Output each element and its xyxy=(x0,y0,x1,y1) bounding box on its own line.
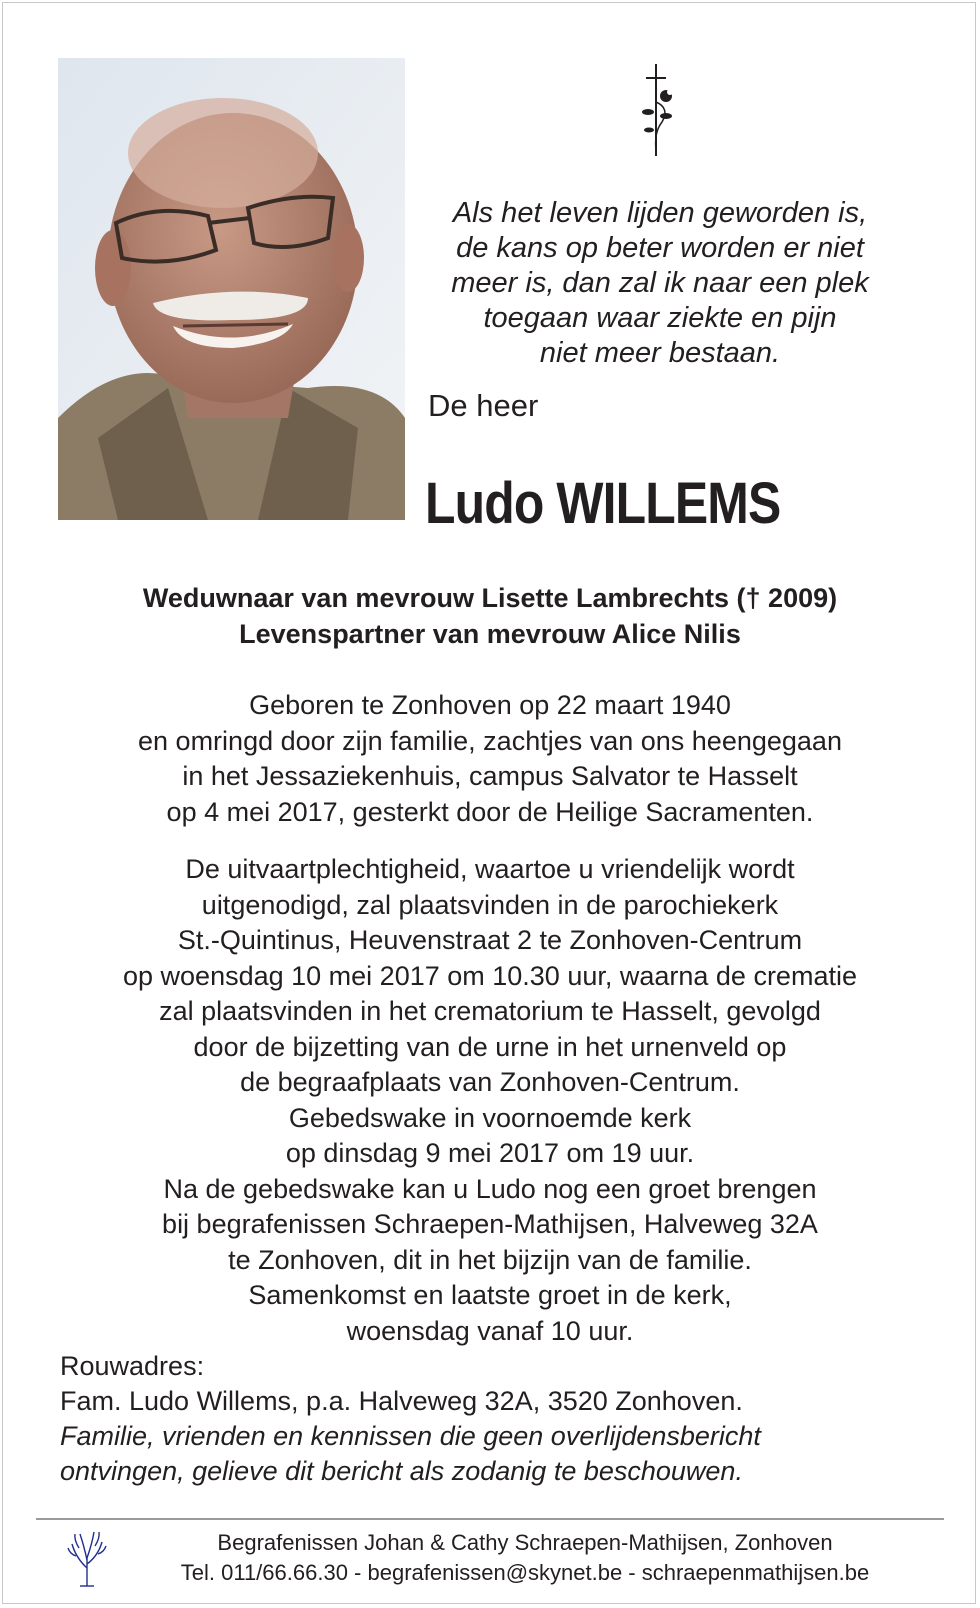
honorific: De heer xyxy=(428,388,539,423)
poem-line: meer is, dan zal ik naar een plek xyxy=(451,267,869,299)
footer-divider xyxy=(36,1518,944,1520)
notice-line: Familie, vrienden en kennissen die geen overlijdensbericht xyxy=(60,1421,761,1451)
text-line: De uitvaartplechtigheid, waartoe u vriendelijk wordt xyxy=(185,854,795,884)
text-line: door de bijzetting van de urne in het urnenveld op xyxy=(193,1031,787,1062)
address-line: Fam. Ludo Willems, p.a. Halveweg 32A, 3520 Zonhoven. xyxy=(60,1386,743,1416)
portrait-photo xyxy=(58,58,405,520)
text-line: bij begrafenissen Schraepen-Mathijsen, Halveweg 32A xyxy=(162,1209,818,1239)
deceased-name: Ludo WILLEMS xyxy=(425,471,781,536)
text-line: te Zonhoven, dit in het bijzijn van de familie. xyxy=(228,1244,752,1275)
funeral-home-contact: Tel. 011/66.66.30 - begrafenissen@skynet.be - schraepenmathijsen.be xyxy=(180,1560,870,1585)
text-line: Geboren te Zonhoven op 22 maart 1940 xyxy=(249,690,731,720)
tree-logo-icon xyxy=(66,1528,108,1588)
text-line: op dinsdag 9 mei 2017 om 19 uur. xyxy=(285,1138,695,1168)
text-line: in het Jessaziekenhuis, campus Salvator te Hasselt xyxy=(182,761,798,791)
text-line: St.-Quintinus, Heuvenstraat 2 te Zonhoven-Centrum xyxy=(177,925,803,955)
relation-line: Levenspartner van mevrouw Alice Nilis xyxy=(239,619,741,649)
text-line: zal plaatsvinden in het crematorium te Hasselt, gevolgd xyxy=(159,996,821,1026)
text-line: Gebedswake in voornoemde kerk xyxy=(288,1102,692,1133)
relations xyxy=(0,580,980,652)
cross-with-rose-icon xyxy=(640,62,686,158)
poem-line: Als het leven lijden geworden is, xyxy=(452,197,868,229)
text-line: woensdag vanaf 10 uur. xyxy=(346,1315,634,1346)
notice-line: ontvingen, gelieve dit bericht als zodanig te beschouwen. xyxy=(60,1456,743,1486)
address-label: Rouwadres: xyxy=(60,1351,205,1381)
text-line: op woensdag 10 mei 2017 om 10.30 uur, waarna de crematie xyxy=(123,960,857,991)
birth-paragraph xyxy=(0,688,980,830)
text-line: de begraafplaats van Zonhoven-Centrum. xyxy=(240,1067,740,1097)
text-line: Samenkomst en laatste groet in de kerk, xyxy=(248,1280,732,1310)
mourning-address xyxy=(60,1349,761,1489)
text-line: Na de gebedswake kan u Ludo nog een groet brengen xyxy=(163,1173,817,1204)
funeral-home-name: Begrafenissen Johan & Cathy Schraepen-Mathijsen, Zonhoven xyxy=(217,1530,833,1555)
funeral-home-footer xyxy=(120,1528,930,1588)
poem-line: toegaan waar ziekte en pijn xyxy=(483,302,837,334)
funeral-paragraph xyxy=(0,852,980,1349)
text-line: en omringd door zijn familie, zachtjes van ons heengegaan xyxy=(138,725,842,756)
poem-line: niet meer bestaan. xyxy=(539,337,781,369)
text-line: op 4 mei 2017, gesterkt door de Heilige Sacramenten. xyxy=(166,796,814,827)
relation-line: Weduwnaar van mevrouw Lisette Lambrechts († 2009) xyxy=(142,583,838,613)
poem-line: de kans op beter worden er niet xyxy=(456,232,864,264)
text-line: uitgenodigd, zal plaatsvinden in de parochiekerk xyxy=(201,889,779,920)
poem xyxy=(420,196,900,371)
